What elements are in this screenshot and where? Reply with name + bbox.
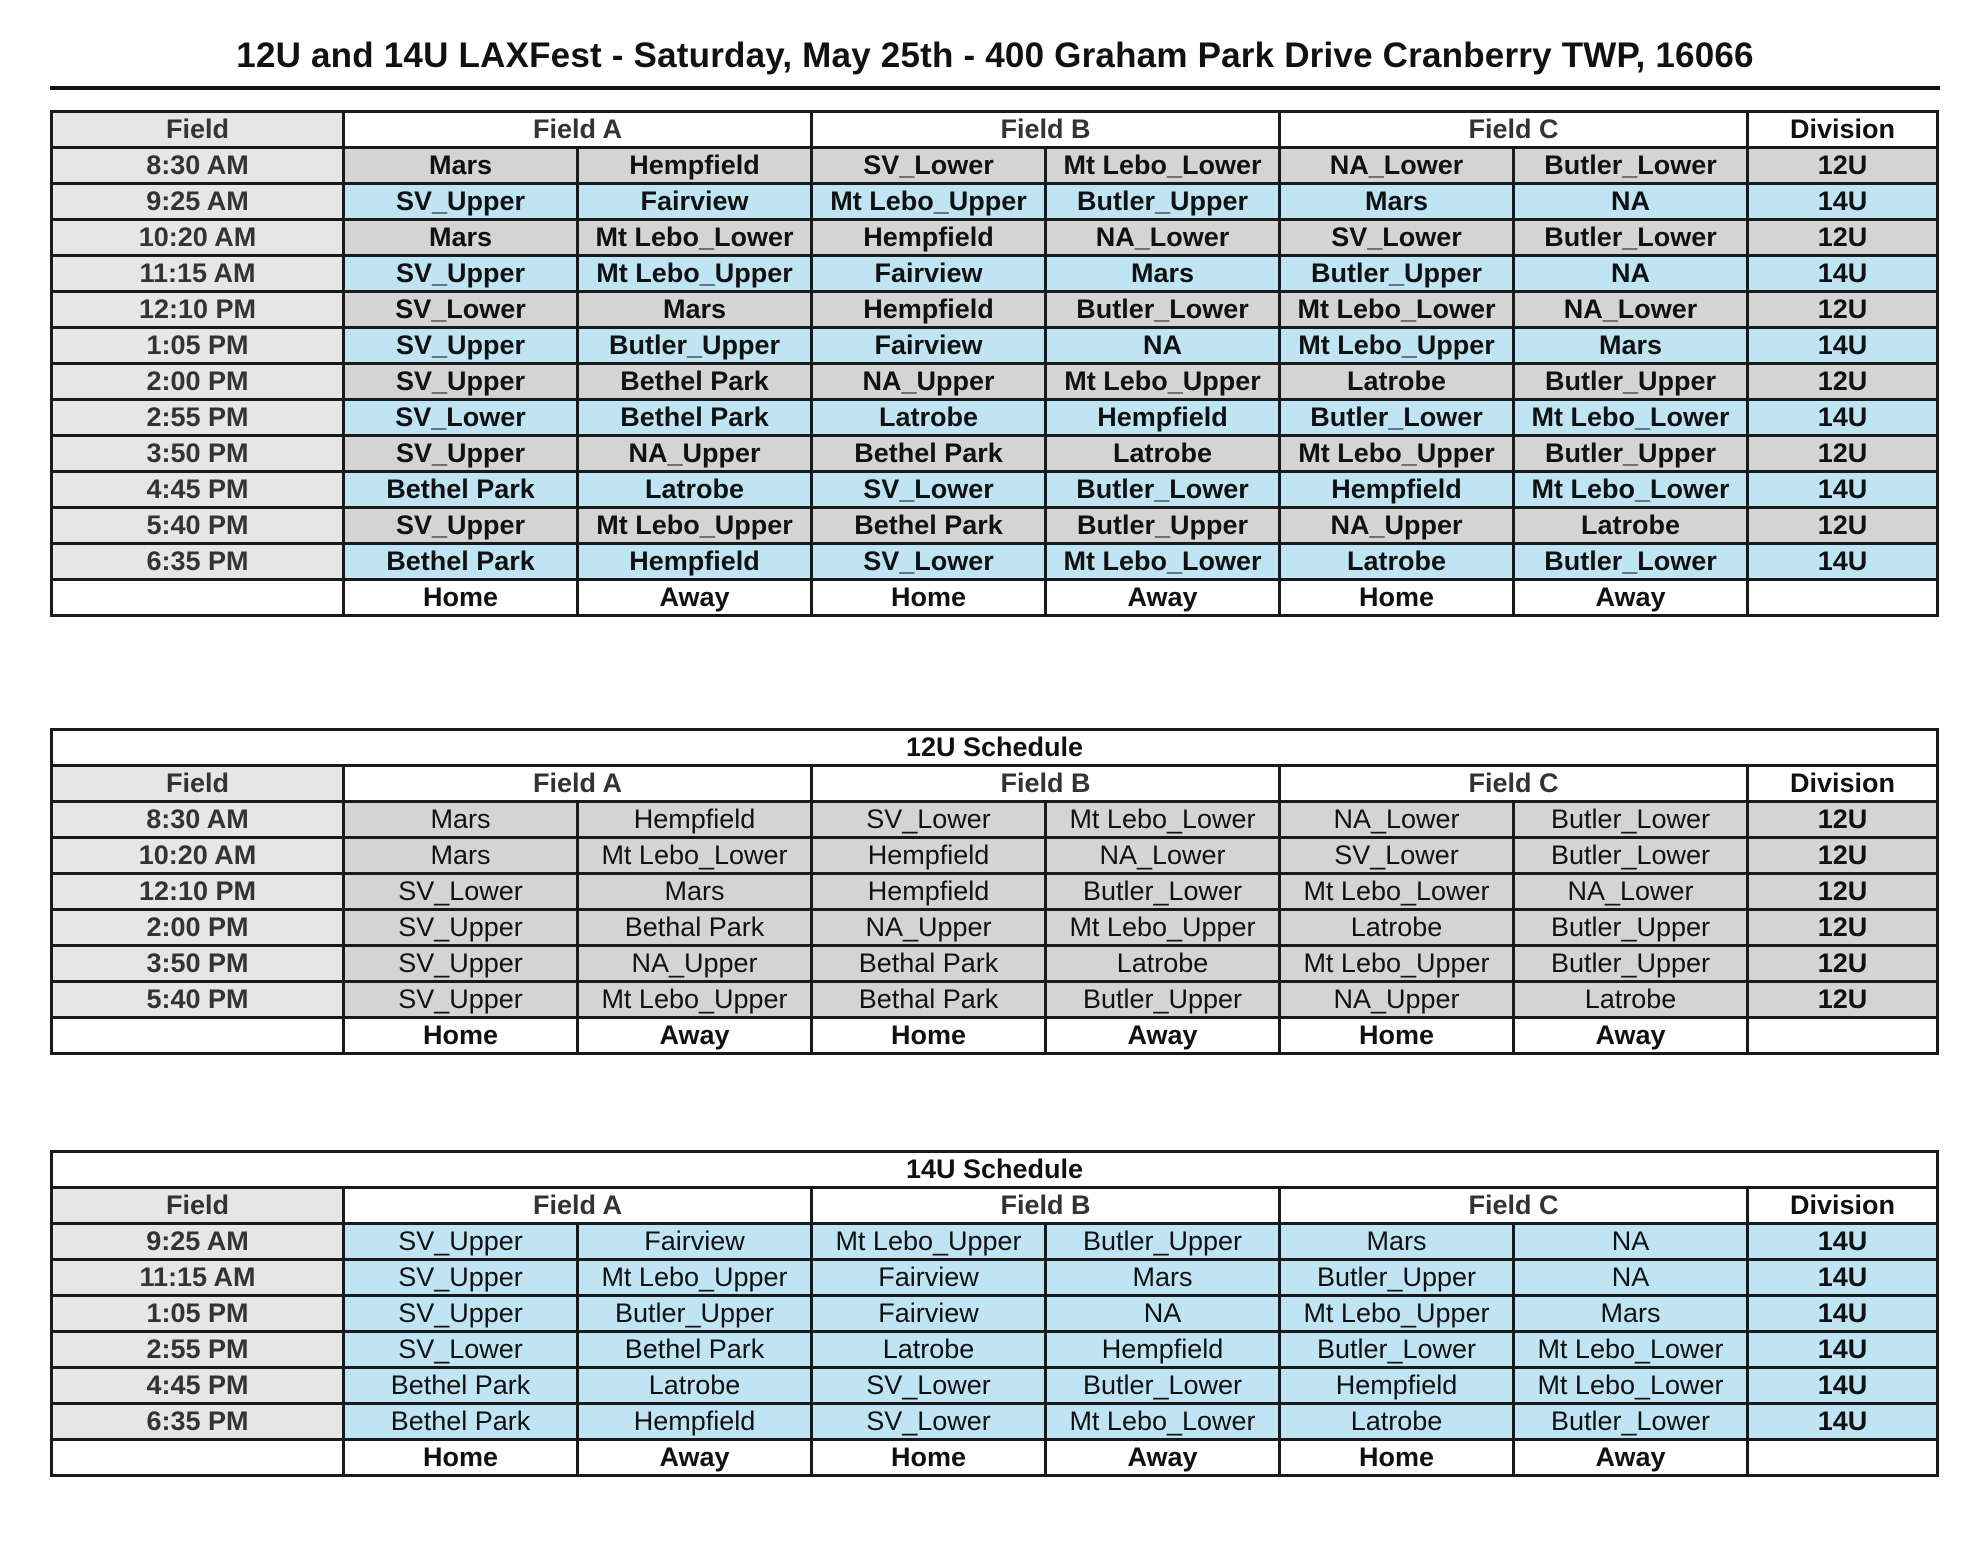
away-team-cell: NA_Lower: [1046, 838, 1280, 874]
division-cell: 14U: [1748, 400, 1938, 436]
home-team-cell: Fairview: [812, 1296, 1046, 1332]
home-team-cell: SV_Upper: [344, 910, 578, 946]
section-title-row: [52, 730, 1938, 766]
home-team-cell: SV_Lower: [1280, 220, 1514, 256]
away-team-cell: NA: [1046, 1296, 1280, 1332]
section-title: 12U Schedule: [52, 730, 1938, 766]
table-row: [52, 220, 1938, 256]
away-team-cell: Hempfield: [578, 802, 812, 838]
table-row: [52, 1260, 1938, 1296]
division-cell: 12U: [1748, 982, 1938, 1018]
away-team-cell: Hempfield: [1046, 1332, 1280, 1368]
away-team-cell: Butler_Upper: [1514, 436, 1748, 472]
away-team-cell: Bethel Park: [578, 1332, 812, 1368]
table-row: [52, 1224, 1938, 1260]
time-cell: 11:15 AM: [52, 256, 344, 292]
away-team-cell: Hempfield: [578, 1404, 812, 1440]
away-label: Away: [1046, 1018, 1280, 1054]
away-team-cell: Fairview: [578, 1224, 812, 1260]
home-team-cell: SV_Lower: [812, 544, 1046, 580]
home-team-cell: Bethel Park: [812, 508, 1046, 544]
home-team-cell: Hempfield: [812, 874, 1046, 910]
time-cell: 8:30 AM: [52, 802, 344, 838]
home-team-cell: Butler_Lower: [1280, 400, 1514, 436]
home-team-cell: SV_Upper: [344, 982, 578, 1018]
time-cell: 8:30 AM: [52, 148, 344, 184]
away-team-cell: Butler_Upper: [1046, 982, 1280, 1018]
home-away-row: [52, 580, 1938, 616]
away-team-cell: NA: [1514, 184, 1748, 220]
away-team-cell: NA_Upper: [578, 946, 812, 982]
division-cell: 14U: [1748, 1332, 1938, 1368]
away-team-cell: Butler_Upper: [1046, 508, 1280, 544]
away-team-cell: Latrobe: [1514, 508, 1748, 544]
away-team-cell: Butler_Lower: [1046, 472, 1280, 508]
division-cell: 14U: [1748, 544, 1938, 580]
division-cell: 12U: [1748, 874, 1938, 910]
away-team-cell: Mt Lebo_Upper: [1046, 364, 1280, 400]
time-cell: 2:55 PM: [52, 400, 344, 436]
home-label: Home: [344, 580, 578, 616]
home-label: Home: [1280, 1018, 1514, 1054]
division-cell: 12U: [1748, 436, 1938, 472]
home-team-cell: Latrobe: [812, 1332, 1046, 1368]
home-label: Home: [1280, 1440, 1514, 1476]
spacer-cell: [1748, 580, 1938, 616]
away-team-cell: Butler_Upper: [1514, 946, 1748, 982]
away-team-cell: NA_Lower: [1514, 292, 1748, 328]
away-label: Away: [578, 1018, 812, 1054]
home-team-cell: Hempfield: [812, 220, 1046, 256]
table-row: [52, 838, 1938, 874]
home-team-cell: Hempfield: [1280, 1368, 1514, 1404]
away-team-cell: Bethal Park: [578, 910, 812, 946]
away-team-cell: Mt Lebo_Lower: [1046, 1404, 1280, 1440]
home-label: Home: [344, 1018, 578, 1054]
home-team-cell: SV_Lower: [344, 874, 578, 910]
away-team-cell: NA: [1046, 328, 1280, 364]
home-team-cell: Mt Lebo_Upper: [812, 1224, 1046, 1260]
section-title-row: [52, 1152, 1938, 1188]
away-team-cell: Butler_Upper: [1046, 1224, 1280, 1260]
division-cell: 14U: [1748, 1224, 1938, 1260]
home-team-cell: Butler_Lower: [1280, 1332, 1514, 1368]
home-label: Home: [812, 1440, 1046, 1476]
12u-schedule-table: [50, 728, 1939, 1055]
away-label: Away: [1514, 580, 1748, 616]
home-team-cell: Mars: [344, 220, 578, 256]
away-team-cell: Butler_Lower: [1514, 148, 1748, 184]
away-team-cell: NA_Upper: [578, 436, 812, 472]
page-title: 12U and 14U LAXFest - Saturday, May 25th - 400 Graham Park Drive Cranberry TWP, 16066: [236, 36, 1754, 75]
division-cell: 12U: [1748, 508, 1938, 544]
home-team-cell: Butler_Upper: [1280, 1260, 1514, 1296]
away-team-cell: Mt Lebo_Lower: [1046, 802, 1280, 838]
division-cell: 14U: [1748, 1296, 1938, 1332]
home-label: Home: [1280, 580, 1514, 616]
time-cell: 10:20 AM: [52, 838, 344, 874]
time-cell: 12:10 PM: [52, 874, 344, 910]
time-cell: 9:25 AM: [52, 184, 344, 220]
home-team-cell: Bethal Park: [812, 982, 1046, 1018]
spacer-cell: [1748, 1018, 1938, 1054]
home-team-cell: Butler_Upper: [1280, 256, 1514, 292]
division-cell: 12U: [1748, 910, 1938, 946]
field-header: Field: [52, 766, 344, 802]
table-row: [52, 508, 1938, 544]
time-cell: 1:05 PM: [52, 328, 344, 364]
home-team-cell: NA_Lower: [1280, 148, 1514, 184]
home-team-cell: Fairview: [812, 256, 1046, 292]
division-cell: 12U: [1748, 838, 1938, 874]
division-cell: 12U: [1748, 148, 1938, 184]
division-cell: 12U: [1748, 802, 1938, 838]
home-team-cell: SV_Lower: [812, 802, 1046, 838]
field-b-header: Field B: [812, 1188, 1280, 1224]
home-away-row: [52, 1440, 1938, 1476]
away-team-cell: Mt Lebo_Lower: [1514, 400, 1748, 436]
division-cell: 14U: [1748, 256, 1938, 292]
home-team-cell: SV_Lower: [812, 1404, 1046, 1440]
table-row: [52, 364, 1938, 400]
division-cell: 12U: [1748, 220, 1938, 256]
away-team-cell: Mt Lebo_Lower: [1514, 472, 1748, 508]
away-team-cell: Butler_Upper: [1046, 184, 1280, 220]
away-team-cell: Mt Lebo_Upper: [578, 982, 812, 1018]
home-team-cell: SV_Upper: [344, 328, 578, 364]
home-team-cell: Latrobe: [812, 400, 1046, 436]
division-header: Division: [1748, 1188, 1938, 1224]
time-cell: 6:35 PM: [52, 544, 344, 580]
home-team-cell: Mars: [1280, 1224, 1514, 1260]
spacer-cell: [52, 1018, 344, 1054]
away-team-cell: Latrobe: [578, 1368, 812, 1404]
home-team-cell: Hempfield: [812, 292, 1046, 328]
home-team-cell: SV_Upper: [344, 1296, 578, 1332]
away-team-cell: Mars: [578, 292, 812, 328]
home-away-row: [52, 1018, 1938, 1054]
home-team-cell: SV_Lower: [344, 292, 578, 328]
home-team-cell: Bethel Park: [812, 436, 1046, 472]
home-team-cell: Mars: [344, 148, 578, 184]
field-header: Field: [52, 1188, 344, 1224]
home-team-cell: SV_Lower: [344, 1332, 578, 1368]
home-team-cell: Hempfield: [1280, 472, 1514, 508]
table-row: [52, 1368, 1938, 1404]
home-team-cell: SV_Lower: [1280, 838, 1514, 874]
division-cell: 14U: [1748, 1260, 1938, 1296]
home-team-cell: Latrobe: [1280, 364, 1514, 400]
home-team-cell: SV_Lower: [812, 148, 1046, 184]
time-cell: 2:55 PM: [52, 1332, 344, 1368]
away-team-cell: Butler_Lower: [1514, 802, 1748, 838]
away-team-cell: Mars: [578, 874, 812, 910]
table-row: [52, 802, 1938, 838]
division-cell: 12U: [1748, 946, 1938, 982]
home-team-cell: SV_Upper: [344, 256, 578, 292]
home-label: Home: [812, 1018, 1046, 1054]
field-c-header: Field C: [1280, 112, 1748, 148]
home-team-cell: NA_Upper: [1280, 508, 1514, 544]
home-team-cell: Fairview: [812, 328, 1046, 364]
division-cell: 14U: [1748, 472, 1938, 508]
field-header: Field: [52, 112, 344, 148]
away-team-cell: Mt Lebo_Lower: [1046, 148, 1280, 184]
table-row: [52, 1404, 1938, 1440]
spacer-cell: [52, 1440, 344, 1476]
time-cell: 4:45 PM: [52, 472, 344, 508]
away-label: Away: [1046, 580, 1280, 616]
division-cell: 14U: [1748, 1368, 1938, 1404]
time-cell: 5:40 PM: [52, 982, 344, 1018]
home-team-cell: Bethel Park: [344, 1404, 578, 1440]
home-team-cell: NA_Upper: [1280, 982, 1514, 1018]
home-team-cell: Mt Lebo_Upper: [1280, 436, 1514, 472]
home-team-cell: NA_Upper: [812, 364, 1046, 400]
away-team-cell: NA: [1514, 1260, 1748, 1296]
away-team-cell: Bethel Park: [578, 364, 812, 400]
home-team-cell: SV_Upper: [344, 184, 578, 220]
home-team-cell: Mt Lebo_Upper: [1280, 328, 1514, 364]
away-team-cell: Butler_Lower: [1514, 220, 1748, 256]
home-team-cell: Mars: [344, 838, 578, 874]
away-team-cell: Butler_Upper: [578, 1296, 812, 1332]
away-team-cell: Latrobe: [1046, 946, 1280, 982]
away-team-cell: Fairview: [578, 184, 812, 220]
away-team-cell: Hempfield: [1046, 400, 1280, 436]
table-row: [52, 982, 1938, 1018]
home-team-cell: Bethel Park: [344, 544, 578, 580]
time-cell: 11:15 AM: [52, 1260, 344, 1296]
time-cell: 1:05 PM: [52, 1296, 344, 1332]
away-team-cell: Mt Lebo_Lower: [1514, 1332, 1748, 1368]
away-team-cell: Mars: [1046, 1260, 1280, 1296]
section-title: 14U Schedule: [52, 1152, 1938, 1188]
away-team-cell: NA: [1514, 1224, 1748, 1260]
away-team-cell: Latrobe: [1046, 436, 1280, 472]
home-team-cell: NA_Upper: [812, 910, 1046, 946]
away-team-cell: Mt Lebo_Upper: [578, 508, 812, 544]
header-row: [52, 766, 1938, 802]
away-team-cell: Mars: [1514, 328, 1748, 364]
away-team-cell: Mt Lebo_Lower: [578, 838, 812, 874]
table-row: [52, 292, 1938, 328]
header-row: [52, 1188, 1938, 1224]
table-row: [52, 436, 1938, 472]
away-team-cell: NA_Lower: [1514, 874, 1748, 910]
time-cell: 2:00 PM: [52, 910, 344, 946]
home-team-cell: SV_Upper: [344, 436, 578, 472]
away-team-cell: Mt Lebo_Lower: [578, 220, 812, 256]
header-row: [52, 112, 1938, 148]
home-team-cell: Mt Lebo_Upper: [812, 184, 1046, 220]
away-team-cell: Butler_Lower: [1046, 874, 1280, 910]
table-row: [52, 1296, 1938, 1332]
home-team-cell: Bethal Park: [812, 946, 1046, 982]
field-c-header: Field C: [1280, 1188, 1748, 1224]
table-row: [52, 946, 1938, 982]
away-team-cell: NA: [1514, 256, 1748, 292]
table-row: [52, 400, 1938, 436]
table-row: [52, 148, 1938, 184]
spacer-cell: [52, 580, 344, 616]
14u-schedule-table: [50, 1150, 1939, 1477]
away-team-cell: Hempfield: [578, 544, 812, 580]
time-cell: 3:50 PM: [52, 946, 344, 982]
home-team-cell: Mt Lebo_Lower: [1280, 292, 1514, 328]
division-header: Division: [1748, 766, 1938, 802]
table-row: [52, 328, 1938, 364]
away-team-cell: Latrobe: [578, 472, 812, 508]
away-label: Away: [1514, 1018, 1748, 1054]
home-team-cell: Mt Lebo_Upper: [1280, 1296, 1514, 1332]
away-team-cell: Butler_Upper: [578, 328, 812, 364]
home-label: Home: [344, 1440, 578, 1476]
time-cell: 2:00 PM: [52, 364, 344, 400]
home-team-cell: SV_Upper: [344, 1224, 578, 1260]
away-team-cell: Bethel Park: [578, 400, 812, 436]
home-team-cell: SV_Lower: [812, 1368, 1046, 1404]
away-team-cell: Hempfield: [578, 148, 812, 184]
division-cell: 14U: [1748, 328, 1938, 364]
away-team-cell: Mt Lebo_Lower: [1514, 1368, 1748, 1404]
home-team-cell: Bethel Park: [344, 1368, 578, 1404]
master-schedule-table: [50, 110, 1939, 617]
away-team-cell: Mt Lebo_Upper: [578, 256, 812, 292]
division-cell: 12U: [1748, 364, 1938, 400]
division-cell: 14U: [1748, 184, 1938, 220]
table-row: [52, 256, 1938, 292]
away-team-cell: Latrobe: [1514, 982, 1748, 1018]
spacer-cell: [1748, 1440, 1938, 1476]
home-team-cell: Mt Lebo_Lower: [1280, 874, 1514, 910]
home-team-cell: Mars: [1280, 184, 1514, 220]
home-team-cell: NA_Lower: [1280, 802, 1514, 838]
home-team-cell: Latrobe: [1280, 544, 1514, 580]
time-cell: 3:50 PM: [52, 436, 344, 472]
table-row: [52, 544, 1938, 580]
away-team-cell: Mt Lebo_Upper: [1046, 910, 1280, 946]
home-team-cell: SV_Upper: [344, 1260, 578, 1296]
away-team-cell: Butler_Upper: [1514, 364, 1748, 400]
table-row: [52, 910, 1938, 946]
home-team-cell: SV_Upper: [344, 364, 578, 400]
home-team-cell: SV_Lower: [344, 400, 578, 436]
away-label: Away: [578, 1440, 812, 1476]
away-label: Away: [1046, 1440, 1280, 1476]
field-b-header: Field B: [812, 766, 1280, 802]
away-team-cell: Mars: [1514, 1296, 1748, 1332]
home-team-cell: Mt Lebo_Upper: [1280, 946, 1514, 982]
away-team-cell: Butler_Lower: [1514, 544, 1748, 580]
home-team-cell: Latrobe: [1280, 1404, 1514, 1440]
away-label: Away: [578, 580, 812, 616]
home-label: Home: [812, 580, 1046, 616]
time-cell: 9:25 AM: [52, 1224, 344, 1260]
away-team-cell: Mars: [1046, 256, 1280, 292]
field-a-header: Field A: [344, 112, 812, 148]
away-team-cell: Butler_Lower: [1046, 1368, 1280, 1404]
time-cell: 4:45 PM: [52, 1368, 344, 1404]
away-team-cell: Mt Lebo_Lower: [1046, 544, 1280, 580]
field-a-header: Field A: [344, 766, 812, 802]
away-team-cell: NA_Lower: [1046, 220, 1280, 256]
time-cell: 10:20 AM: [52, 220, 344, 256]
away-team-cell: Butler_Lower: [1514, 838, 1748, 874]
away-label: Away: [1514, 1440, 1748, 1476]
away-team-cell: Butler_Lower: [1046, 292, 1280, 328]
home-team-cell: SV_Upper: [344, 946, 578, 982]
away-team-cell: Butler_Lower: [1514, 1404, 1748, 1440]
division-cell: 14U: [1748, 1404, 1938, 1440]
division-header: Division: [1748, 112, 1938, 148]
home-team-cell: Mars: [344, 802, 578, 838]
time-cell: 6:35 PM: [52, 1404, 344, 1440]
field-c-header: Field C: [1280, 766, 1748, 802]
table-row: [52, 184, 1938, 220]
field-b-header: Field B: [812, 112, 1280, 148]
time-cell: 5:40 PM: [52, 508, 344, 544]
time-cell: 12:10 PM: [52, 292, 344, 328]
division-cell: 12U: [1748, 292, 1938, 328]
table-row: [52, 874, 1938, 910]
away-team-cell: Butler_Upper: [1514, 910, 1748, 946]
title-rule: [50, 86, 1940, 90]
home-team-cell: SV_Lower: [812, 472, 1046, 508]
home-team-cell: Bethel Park: [344, 472, 578, 508]
table-row: [52, 1332, 1938, 1368]
home-team-cell: Hempfield: [812, 838, 1046, 874]
home-team-cell: Latrobe: [1280, 910, 1514, 946]
home-team-cell: Fairview: [812, 1260, 1046, 1296]
home-team-cell: SV_Upper: [344, 508, 578, 544]
table-row: [52, 472, 1938, 508]
away-team-cell: Mt Lebo_Upper: [578, 1260, 812, 1296]
field-a-header: Field A: [344, 1188, 812, 1224]
